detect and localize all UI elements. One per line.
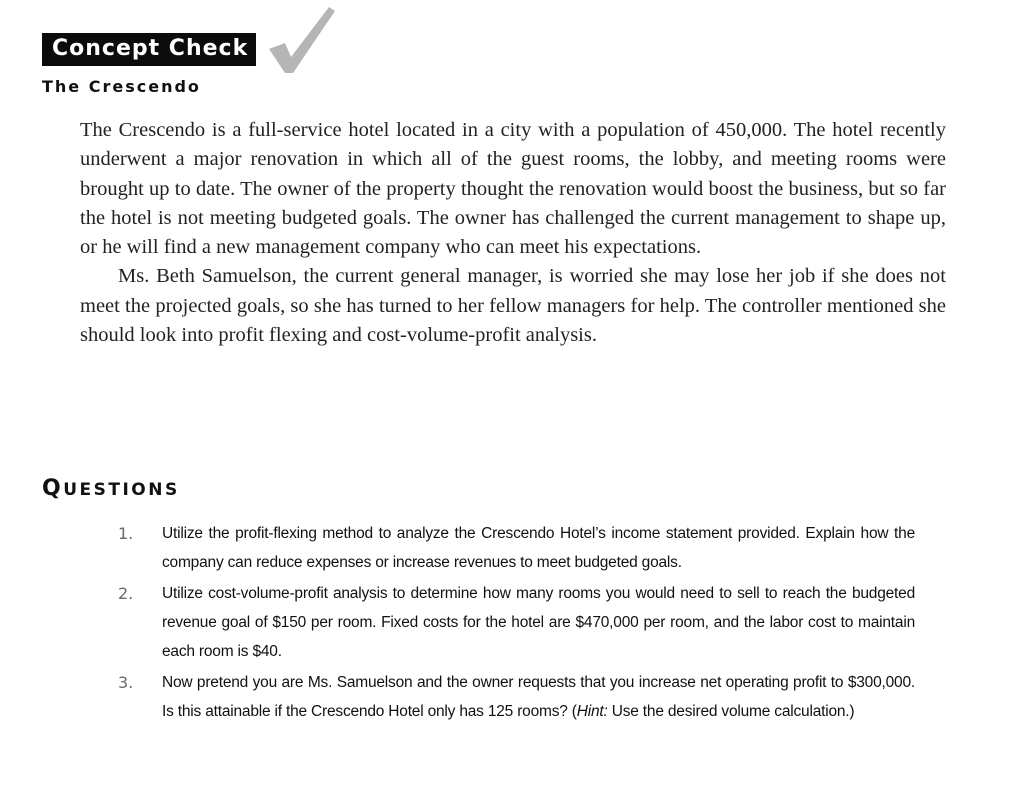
case-paragraph: The Crescendo is a full-service hotel located in a city with a population of 450,000. The hotel recently underwent a major renovation in which all of the guest rooms, the lobby, and meeting rooms were brought up to date. The owner of the property thought the renovation would boost the business, but so far the hotel is not meeting budgeted goals. The owner has challenged the current management to shape up, or he will find a new management company who can meet his expectations. bbox=[80, 119, 946, 259]
question-item bbox=[115, 579, 915, 666]
questions-heading-rest: UESTIONS bbox=[63, 480, 180, 500]
banner-label: Concept Check bbox=[52, 36, 249, 61]
question-text: Utilize the profit-flexing method to analyze the Crescendo Hotel’s income statement provided. Explain how the company can reduce expenses or increase revenues to meet budgeted goals. bbox=[162, 525, 915, 571]
question-number: 2. bbox=[118, 584, 134, 603]
concept-check-banner bbox=[42, 33, 256, 66]
question-item bbox=[115, 668, 915, 726]
question-list bbox=[115, 519, 915, 728]
question-item bbox=[115, 519, 915, 577]
question-number: 3. bbox=[118, 673, 134, 692]
questions-heading-initial: Q bbox=[42, 476, 64, 501]
question-text-part: Use the desired volume calculation.) bbox=[607, 703, 855, 720]
question-number: 1. bbox=[118, 524, 134, 543]
question-text bbox=[162, 668, 915, 726]
question-text-part: Now pretend you are Ms. Samuelson and the owner requests that you increase net operating profit to $300,000. Is this attainable if the Crescendo Hotel only has 125 rooms? ( bbox=[162, 674, 915, 720]
question-text: Utilize cost-volume-profit analysis to determine how many rooms you would need to sell to reach the budgeted revenue goal of $150 per room. Fixed costs for the hotel are $470,000 per room, and the labor cost to maintain each room is $40. bbox=[162, 585, 915, 660]
case-paragraph: Ms. Beth Samuelson, the current general manager, is worried she may lose her job if she does not meet the projected goals, so she has turned to her fellow managers for help. The controller mentioned she should look into profit flexing and cost-volume-profit analysis. bbox=[80, 265, 946, 347]
checkmark-icon bbox=[265, 5, 337, 75]
questions-heading bbox=[42, 476, 180, 501]
case-title: The Crescendo bbox=[42, 77, 201, 96]
case-body bbox=[80, 116, 946, 350]
hint-label: Hint: bbox=[576, 703, 608, 720]
